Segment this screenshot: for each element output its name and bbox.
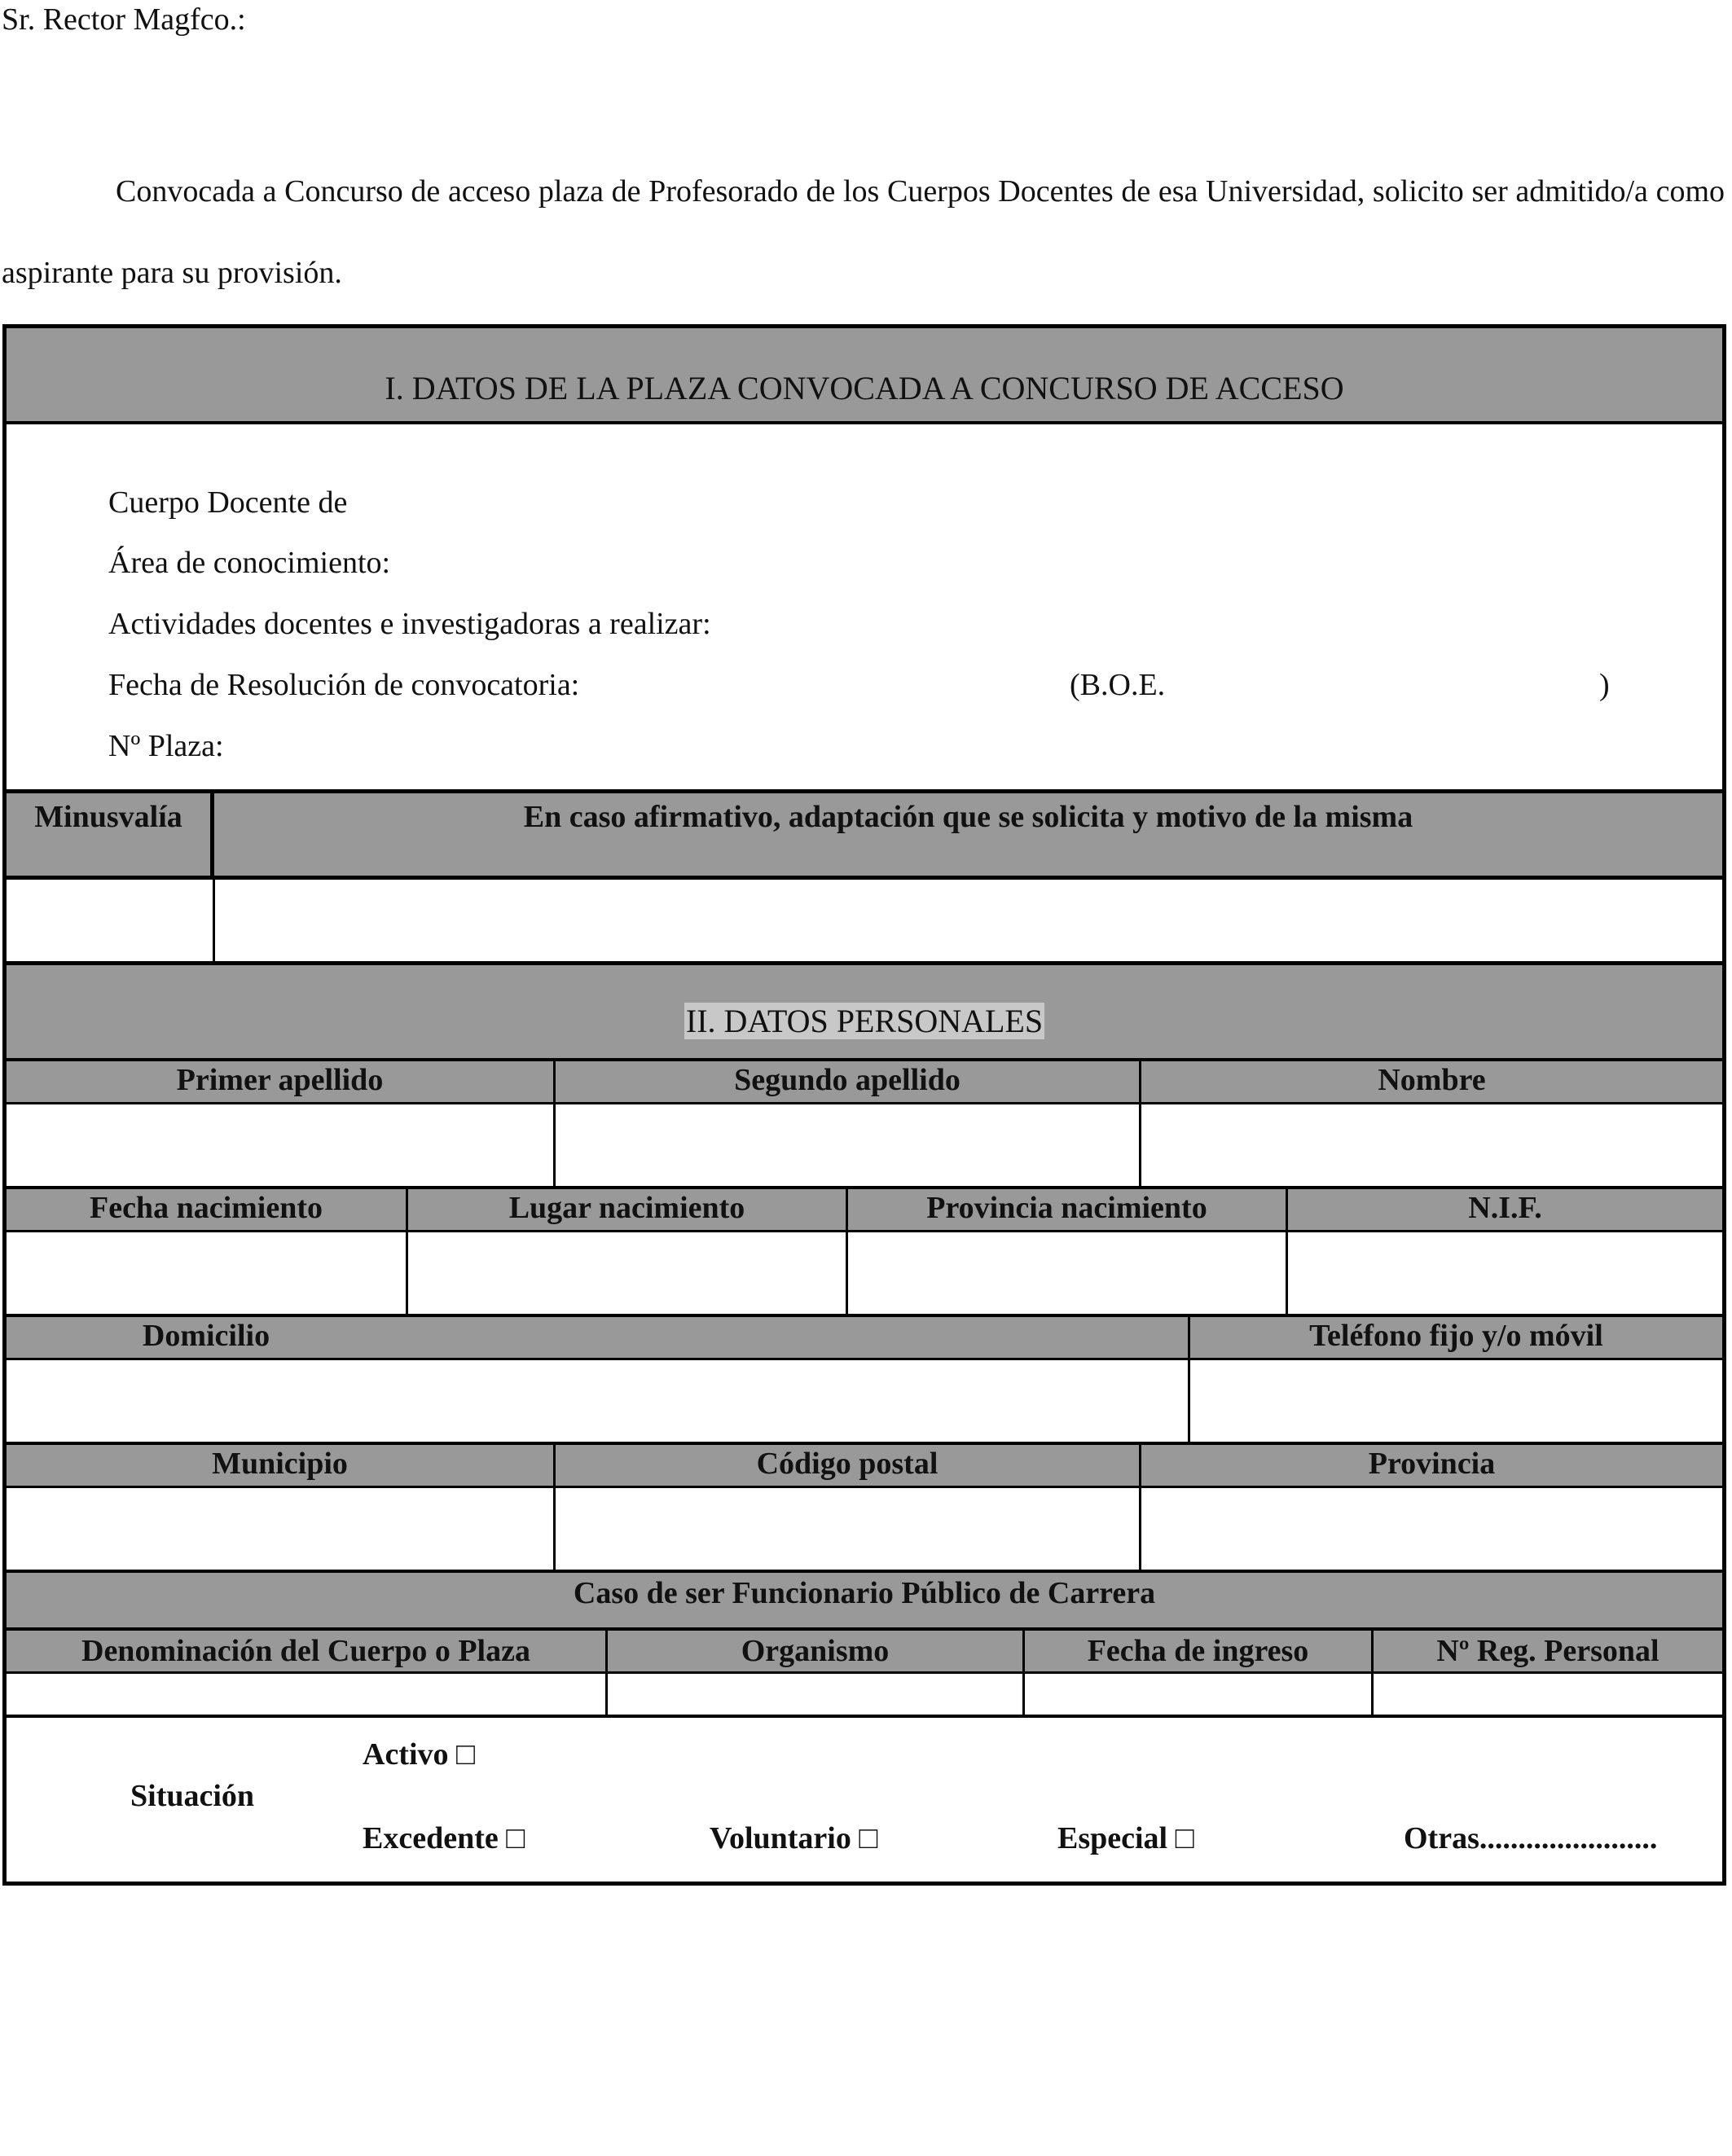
fecha-ingreso-field[interactable] — [1025, 1674, 1371, 1715]
denominacion-field[interactable] — [7, 1674, 605, 1715]
section2-title: II. DATOS PERSONALES — [685, 1003, 1044, 1039]
lugar-nacimiento-field[interactable] — [408, 1232, 846, 1314]
domicilio-field[interactable] — [7, 1360, 1188, 1442]
fecha-ingreso-label: Fecha de ingreso — [1087, 1634, 1309, 1668]
especial-checkbox[interactable]: Especial □ — [1057, 1821, 1194, 1855]
telefono-label: Teléfono fijo y/o móvil — [1309, 1319, 1603, 1353]
minusvalia-field[interactable] — [7, 880, 212, 961]
fecha-resolucion-label: Fecha de Resolución de convocatoria: — [108, 668, 580, 702]
segundo-apellido-label: Segundo apellido — [734, 1063, 961, 1097]
segundo-apellido-field[interactable] — [556, 1104, 1139, 1186]
boe-close: ) — [1599, 668, 1610, 702]
fecha-nacimiento-label: Fecha nacimiento — [89, 1191, 323, 1225]
funcionario-title: Caso de ser Funcionario Público de Carrera — [573, 1576, 1156, 1610]
activo-checkbox[interactable]: Activo □ — [363, 1737, 475, 1772]
municipio-field[interactable] — [7, 1488, 553, 1570]
lugar-nacimiento-label: Lugar nacimiento — [508, 1191, 745, 1225]
section2-header — [7, 965, 1722, 1058]
numero-plaza-label: Nº Plaza: — [108, 729, 224, 763]
intro-paragraph: Convocada a Concurso de acceso plaza de Profesorado de los Cuerpos Docentes de esa Universidad, solicito ser admitido/a como aspirante para su provisión. — [2, 174, 1725, 290]
denominacion-label: Denominación del Cuerpo o Plaza — [81, 1634, 530, 1668]
nombre-field[interactable] — [1141, 1104, 1722, 1186]
situacion-label: Situación — [130, 1779, 255, 1813]
codigo-postal-field[interactable] — [556, 1488, 1139, 1570]
section1-header — [7, 328, 1722, 422]
excedente-checkbox[interactable]: Excedente □ — [363, 1821, 525, 1855]
domicilio-label: Domicilio — [142, 1319, 270, 1353]
otras-field[interactable]: Otras....................... — [1404, 1821, 1658, 1855]
voluntario-checkbox[interactable]: Voluntario □ — [710, 1821, 878, 1855]
minusvalia-label: Minusvalía — [34, 800, 182, 834]
application-form — [2, 324, 1726, 1886]
fecha-nacimiento-field[interactable] — [7, 1232, 406, 1314]
actividades-label: Actividades docentes e investigadoras a realizar: — [108, 607, 711, 641]
codigo-postal-label: Código postal — [756, 1447, 939, 1481]
nif-label: N.I.F. — [1468, 1191, 1542, 1225]
adaptacion-field[interactable] — [215, 880, 1722, 961]
provincia-nacimiento-field[interactable] — [848, 1232, 1286, 1314]
boe-label: (B.O.E. — [1070, 668, 1166, 702]
adaptacion-label: En caso afirmativo, adaptación que se solicita y motivo de la misma — [523, 800, 1413, 834]
reg-personal-label: Nº Reg. Personal — [1436, 1634, 1659, 1668]
telefono-field[interactable] — [1190, 1360, 1722, 1442]
organismo-field[interactable] — [608, 1674, 1022, 1715]
provincia-nacimiento-label: Provincia nacimiento — [926, 1191, 1207, 1225]
nif-field[interactable] — [1288, 1232, 1722, 1314]
municipio-label: Municipio — [212, 1447, 348, 1481]
salutation: Sr. Rector Magfco.: — [2, 2, 246, 37]
cuerpo-docente-label: Cuerpo Docente de — [108, 485, 348, 520]
section1-title: I. DATOS DE LA PLAZA CONVOCADA A CONCURSO DE ACCESO — [385, 370, 1344, 406]
primer-apellido-field[interactable] — [7, 1104, 553, 1186]
nombre-label: Nombre — [1378, 1063, 1486, 1097]
provincia-label: Provincia — [1368, 1447, 1496, 1481]
provincia-field[interactable] — [1141, 1488, 1722, 1570]
organismo-label: Organismo — [741, 1634, 890, 1668]
primer-apellido-label: Primer apellido — [176, 1063, 384, 1097]
reg-personal-field[interactable] — [1374, 1674, 1722, 1715]
area-conocimiento-label: Área de conocimiento: — [108, 546, 391, 580]
